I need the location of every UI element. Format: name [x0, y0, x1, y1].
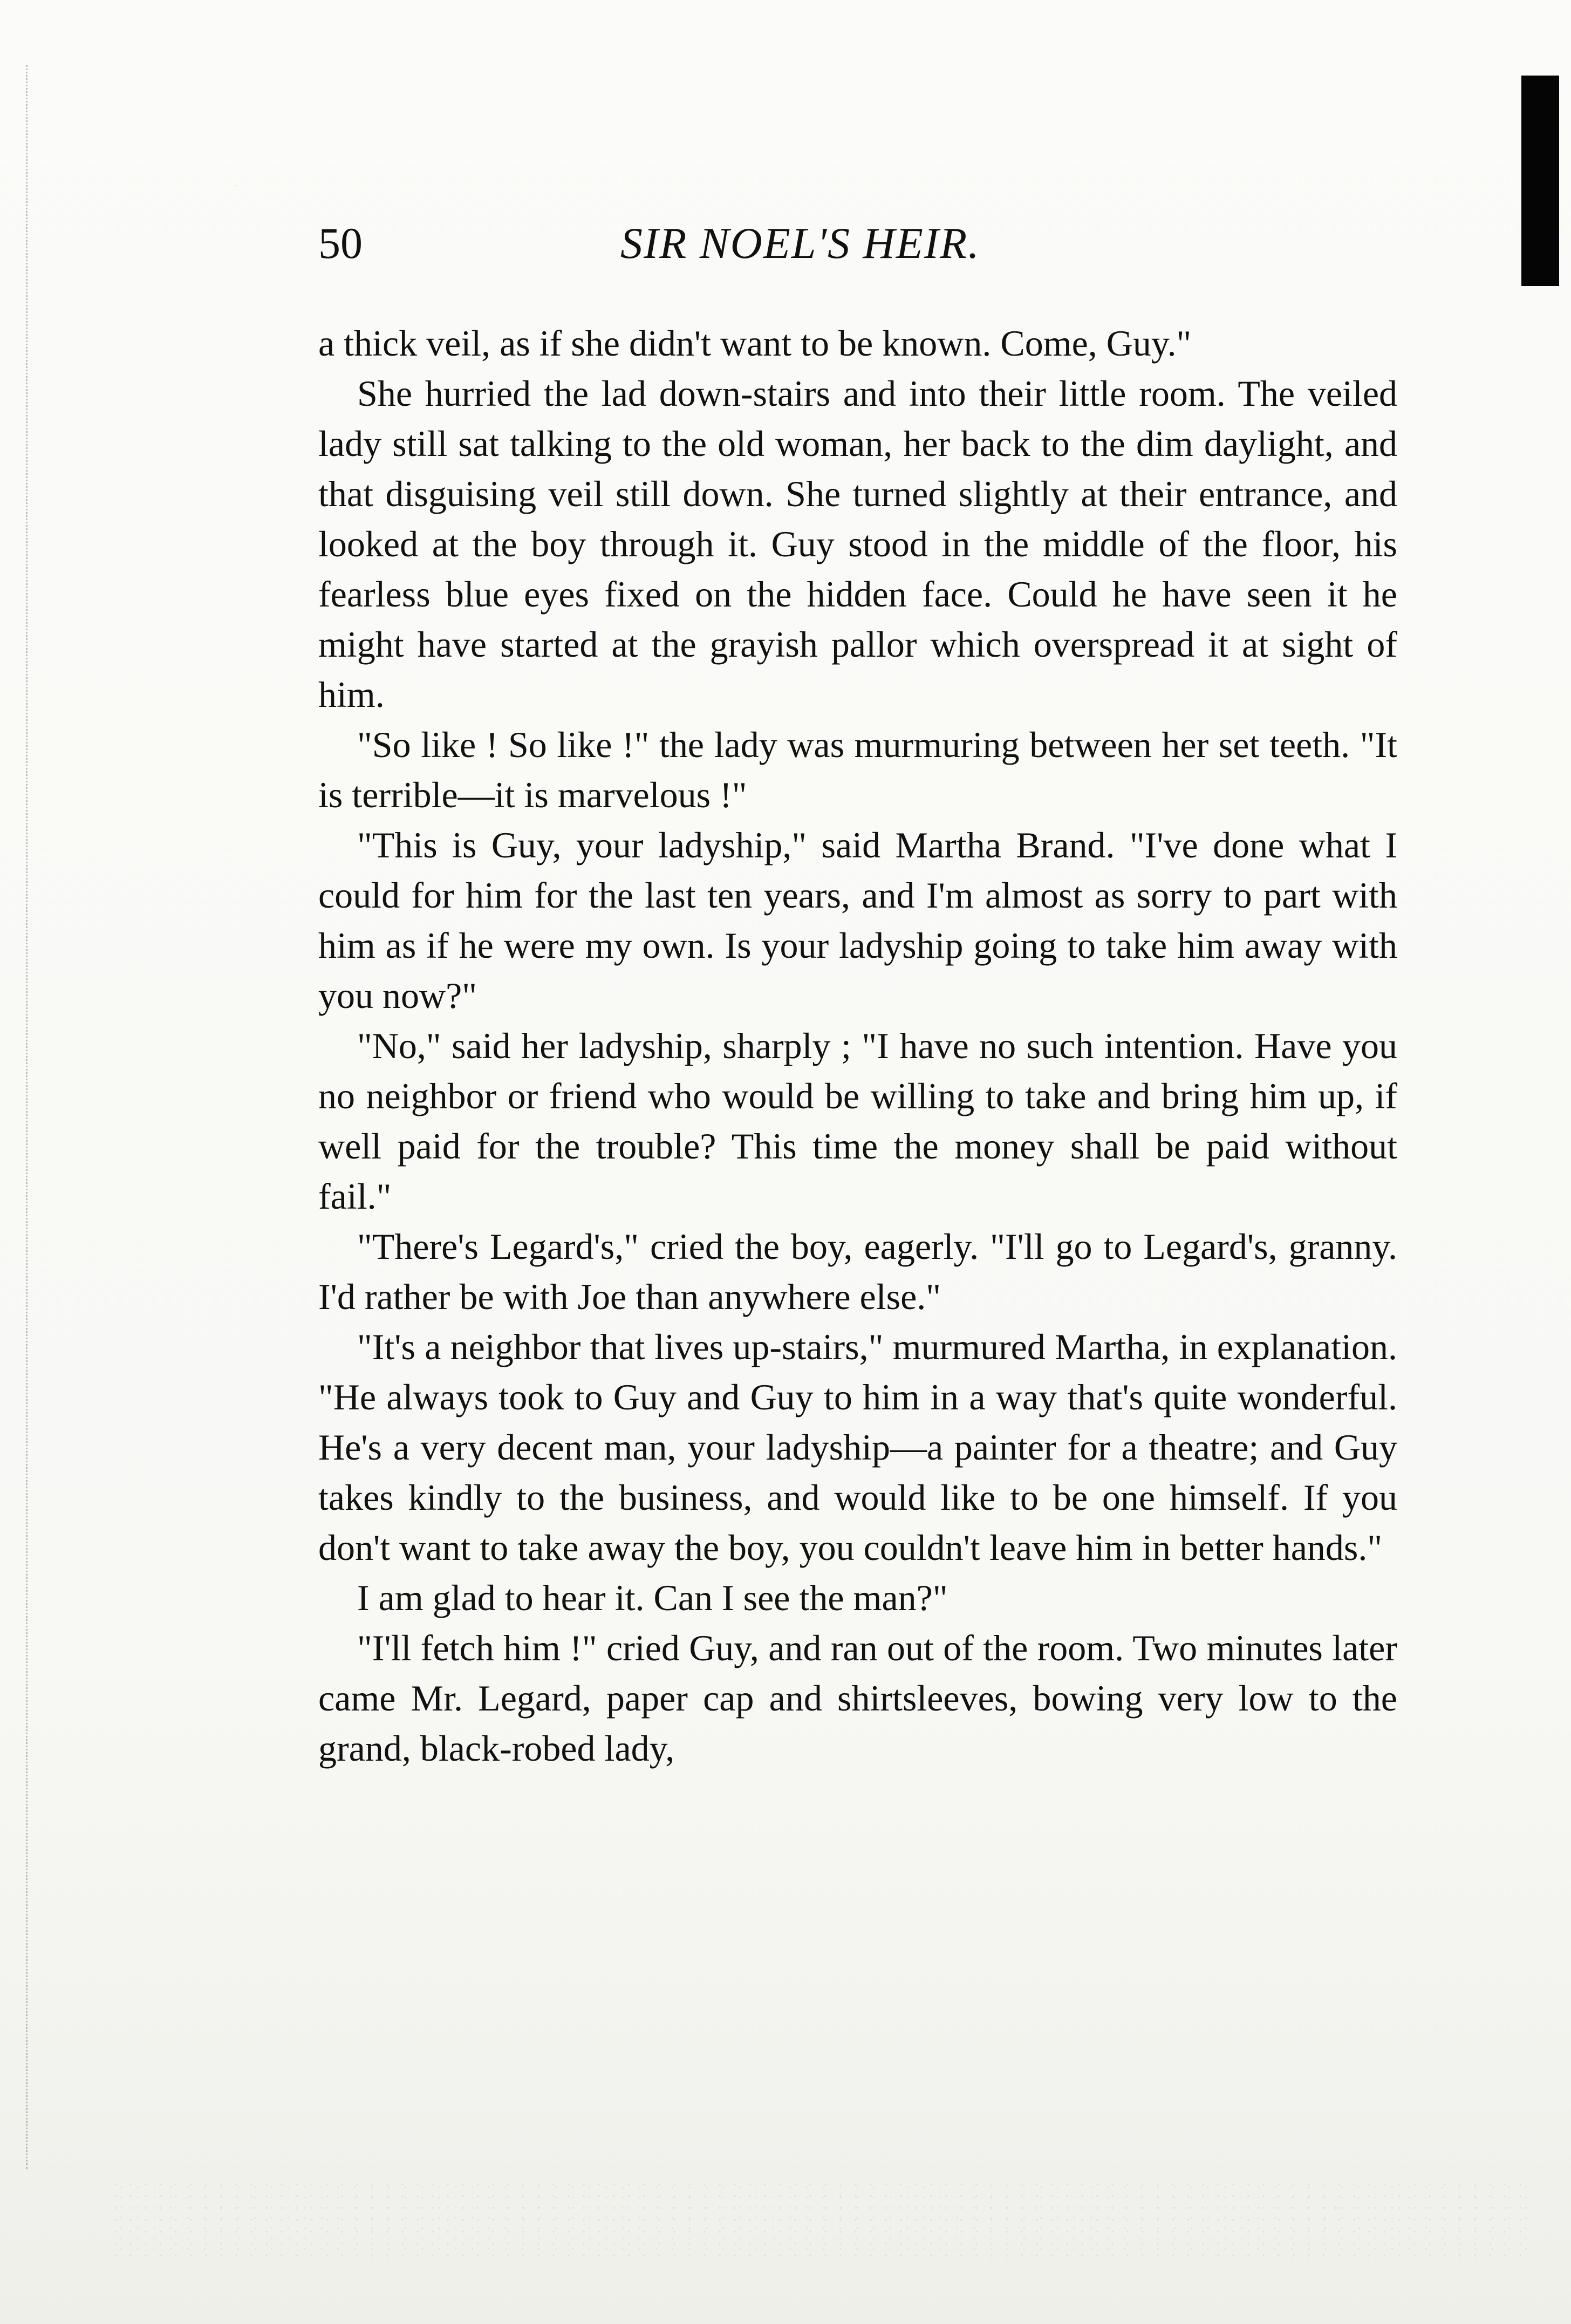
page-header — [318, 221, 1413, 286]
page-right-edge-mark — [1521, 76, 1559, 286]
paragraph: She hurried the lad down-stairs and into their little room. The veiled lady still sat talking to the old woman, her back to the dim daylight, and that disguising veil still down. She turned slightly at their entrance, and looked at the boy through it. Guy stood in the middle of the floor, his fearless blue eyes fixed on the hidden face. Could he have seen it he might have started at the grayish pallor which overspread it at sight of him. — [318, 373, 1397, 715]
page-number: 50 — [318, 219, 363, 268]
scan-bottom-noise — [108, 2178, 1533, 2259]
paragraph: "So like ! So like !" the lady was murmuring between her set teeth. "It is terrible—it is marvelous !" — [318, 724, 1397, 815]
paragraph: "There's Legard's," cried the boy, eagerly. "I'll go to Legard's, granny. I'd rather be with Joe than anywhere else." — [318, 1226, 1397, 1317]
paragraph: "No," said her ladyship, sharply ; "I have no such intention. Have you no neighbor or friend who would be willing to take and bring him up, if well paid for the trouble? This time the money shall be paid without fail." — [318, 1025, 1397, 1217]
paragraph: "It's a neighbor that lives up-stairs," murmured Martha, in explanation. "He always took to Guy and Guy to him in a way that's quite wonderful. He's a very decent man, your ladyship—a painter for a theatre; and Guy takes kindly to the business, and would like to be one himself. If you don't want to take away the boy, you couldn't leave him in better hands." — [318, 1326, 1397, 1568]
running-head: SIR NOEL'S HEIR. — [620, 219, 980, 268]
page-left-edge-mark — [26, 65, 33, 2169]
paragraph: "This is Guy, your ladyship," said Martha Brand. "I've done what I could for him for the last ten years, and I'm almost as sorry to part with him as if he were my own. Is your ladyship going to take him away with you now?" — [318, 824, 1397, 1016]
paragraph: a thick veil, as if she didn't want to be known. Come, Guy." — [318, 323, 1192, 364]
paragraph: "I'll fetch him !" cried Guy, and ran out of the room. Two minutes later came Mr. Legard, paper cap and shirtsleeves, bowing very low to the grand, black-robed lady, — [318, 1627, 1397, 1769]
page-text-block — [318, 318, 1397, 1774]
paragraph: I am glad to hear it. Can I see the man?" — [357, 1577, 948, 1618]
